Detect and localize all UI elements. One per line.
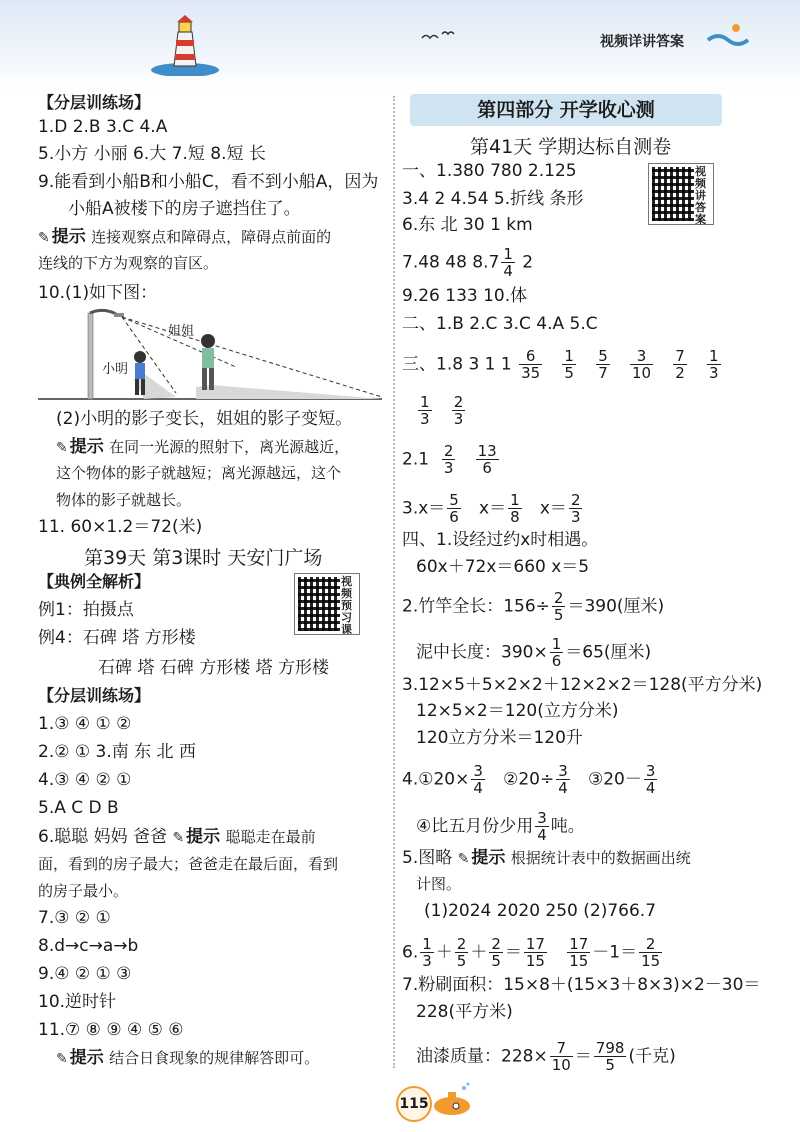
qr-pattern bbox=[298, 577, 340, 631]
answer-line: 6.聪聪 妈妈 爸爸 ✎ 提示 聪聪走在最前 bbox=[38, 827, 316, 847]
section-title: 【分层训练场】 bbox=[38, 686, 151, 705]
answer-line: 2.竹竿全长：156÷ $\frac{2}{5}$ ＝390(厘米) bbox=[402, 589, 665, 624]
answer-line: 11.⑦ ⑧ ⑨ ④ ⑤ ⑥ bbox=[38, 1020, 184, 1040]
qr-code[interactable] bbox=[294, 573, 360, 635]
day-title: 第39天 第3课时 天安门广场 bbox=[84, 547, 323, 569]
answer-line: 120立方分米＝120升 bbox=[416, 728, 583, 748]
answer-line: 油漆质量：228× $\frac{7}{10}$ ＝ $\frac{798}{5}$ (千克) bbox=[416, 1039, 676, 1074]
fraction: $\frac{1}{3}$ bbox=[422, 935, 432, 970]
answer-line: 3.x＝ $\frac{5}{6}$ x＝ $\frac{1}{8}$ x＝ $\frac{2}{3}$ bbox=[402, 491, 581, 526]
answer-line: 6.东 北 30 1 km bbox=[402, 215, 533, 235]
answer-line: 5.A C D B bbox=[38, 798, 119, 818]
hint-text: 这个物体的影子就越短；离光源越远，这个 bbox=[56, 464, 342, 482]
answer-line: 小船A被楼下的房子遮挡住了。 bbox=[68, 199, 301, 219]
fraction: $\frac{1}{8}$ bbox=[510, 491, 520, 526]
answer-line: 2.1 $\frac{2}{3}$ $\frac{13}{6}$ bbox=[402, 442, 497, 477]
shadow-diagram bbox=[36, 307, 384, 403]
fraction: $\frac{3}{10}$ bbox=[631, 347, 652, 382]
fraction: $\frac{1}{5}$ bbox=[564, 347, 574, 382]
answer-line: 9.26 133 10.体 bbox=[402, 286, 528, 306]
answer-line: 例1：拍摄点 bbox=[38, 600, 134, 620]
answer-line: 3.4 2 4.54 5.折线 条形 bbox=[402, 189, 584, 209]
answer-line: 5.小方 小丽 6.大 7.短 8.短 长 bbox=[38, 144, 266, 164]
pen-icon: ✎ bbox=[172, 830, 185, 846]
fraction: $\frac{13}{6}$ bbox=[477, 442, 497, 477]
day-title: 第41天 学期达标自测卷 bbox=[470, 136, 672, 158]
fraction: $\frac{7}{10}$ bbox=[551, 1039, 571, 1074]
logo-icon bbox=[706, 22, 750, 52]
fraction: $\frac{2}{5}$ bbox=[456, 935, 467, 970]
header-label: 视频详讲答案 bbox=[600, 34, 684, 50]
label-jiejie: 姐姐 bbox=[168, 324, 195, 339]
answer-line: 三、1.8 3 1 1 $\frac{6}{35}$ $\frac{1}{5}$ $\frac{5}{7}$ $\frac{3}{10}$ $\frac{7}{2}$ $\frac{1}{3}$ bbox=[402, 347, 719, 382]
answer-line: 泥中长度：390× $\frac{1}{6}$ ＝65(厘米) bbox=[416, 635, 652, 670]
hint: ✎ 提示 在同一光源的照射下，离光源越近， bbox=[56, 437, 350, 457]
answer-line: 60x＋72x＝660 x＝5 bbox=[416, 557, 590, 577]
answer-line: 石碑 塔 石碑 方形楼 塔 方形楼 bbox=[98, 658, 330, 678]
hint: ✎ 提示 结合日食现象的规律解答即可。 bbox=[56, 1048, 320, 1068]
lighthouse-icon bbox=[150, 14, 220, 76]
fraction: $\frac{7}{2}$ bbox=[675, 347, 685, 382]
fraction: $\frac{3}{4}$ bbox=[645, 762, 656, 797]
hint-text: 的房子最小。 bbox=[38, 882, 129, 900]
fraction: $\frac{2}{5}$ bbox=[553, 589, 564, 624]
answer-line: 8.d→c→a→b bbox=[38, 936, 139, 956]
page-header bbox=[0, 0, 800, 92]
section-title: 【典例全解析】 bbox=[38, 572, 151, 591]
fraction: $\frac{17}{15}$ bbox=[525, 935, 545, 970]
answer-line bbox=[416, 394, 467, 427]
fraction: $\frac{1}{4}$ bbox=[503, 245, 513, 280]
answer-line: 4.③ ④ ② ① bbox=[38, 770, 132, 790]
answer-line: 12×5×2＝120(立方分米) bbox=[416, 701, 619, 721]
fraction: $\frac{1}{3}$ bbox=[420, 393, 430, 428]
fraction: $\frac{17}{15}$ bbox=[569, 935, 589, 970]
pen-icon: ✎ bbox=[457, 851, 470, 867]
answer-line: 1.D 2.B 3.C 4.A bbox=[38, 117, 168, 137]
fraction: $\frac{2}{3}$ bbox=[443, 442, 454, 477]
answer-line: 7.粉刷面积：15×8＋(15×3＋8×3)×2－30＝ bbox=[402, 975, 761, 995]
pen-icon: ✎ bbox=[56, 440, 68, 456]
answer-line: 10.逆时针 bbox=[38, 992, 117, 1012]
fraction: $\frac{3}{4}$ bbox=[473, 762, 483, 797]
fraction: $\frac{1}{3}$ bbox=[709, 347, 719, 382]
column-divider bbox=[393, 96, 395, 1068]
answer-line: 四、1.设经过约x时相遇。 bbox=[402, 530, 599, 550]
fraction: $\frac{3}{4}$ bbox=[558, 762, 568, 797]
fraction: $\frac{6}{35}$ bbox=[521, 347, 541, 382]
fraction: $\frac{3}{4}$ bbox=[537, 809, 547, 844]
fraction: $\frac{5}{7}$ bbox=[598, 347, 608, 382]
answer-line: 5.图略 ✎ 提示 根据统计表中的数据画出统 bbox=[402, 848, 691, 868]
answer-line: 3.12×5＋5×2×2＋12×2×2＝128(平方分米) bbox=[402, 675, 763, 695]
qr-label: 视频讲答案 bbox=[695, 165, 706, 226]
page-number: 115 bbox=[396, 1086, 432, 1122]
answer-line: 例4：石碑 塔 方形楼 bbox=[38, 628, 196, 648]
fraction: $\frac{798}{5}$ bbox=[595, 1039, 625, 1074]
answer-line: 11. 60×1.2＝72(米) bbox=[38, 517, 203, 537]
answer-line: 10.(1)如下图： bbox=[38, 283, 158, 303]
fraction: $\frac{5}{6}$ bbox=[449, 491, 459, 526]
submarine-icon bbox=[426, 1082, 474, 1118]
answer-line: 二、1.B 2.C 3.C 4.A 5.C bbox=[402, 314, 598, 334]
answer-line: 7.③ ② ① bbox=[38, 908, 111, 928]
answer-line: 4.①20× $\frac{3}{4}$ ②20÷ $\frac{3}{4}$ ③20－ $\frac{3}{4}$ bbox=[402, 762, 656, 797]
birds-icon bbox=[420, 28, 460, 48]
answer-line: (1)2024 2020 250 (2)766.7 bbox=[424, 901, 657, 921]
pen-icon: ✎ bbox=[38, 230, 50, 246]
fraction: $\frac{2}{5}$ bbox=[491, 935, 501, 970]
answer-line: 6. $\frac{1}{3}$ ＋ $\frac{2}{5}$ ＋ $\frac{2}{5}$ ＝ $\frac{17}{15}$ $\frac{17}{15}$ －1＝ $\frac{2}{15}$ bbox=[402, 935, 661, 970]
answer-line: 1.③ ④ ① ② bbox=[38, 714, 132, 734]
qr-code[interactable] bbox=[648, 163, 714, 225]
qr-pattern bbox=[652, 167, 694, 221]
hint-text: 物体的影子就越长。 bbox=[56, 491, 192, 509]
answer-line: 7.48 48 8.7 $\frac{1}{4}$ 2 bbox=[402, 245, 534, 280]
hint-text: 面，看到的房子最大；爸爸走在最后面，看到 bbox=[38, 855, 339, 873]
hint-text: 连线的下方为观察的盲区。 bbox=[38, 254, 219, 272]
answer-line: 228(平方米) bbox=[416, 1002, 513, 1022]
hint: ✎ 提示 连接观察点和障碍点，障碍点前面的 bbox=[38, 227, 332, 247]
answer-line: (2)小明的影子变长，姐姐的影子变短。 bbox=[56, 409, 353, 429]
qr-label: 视频预习课 bbox=[341, 575, 352, 636]
fraction: $\frac{1}{6}$ bbox=[551, 635, 562, 670]
answer-line: 9.能看到小船B和小船C，看不到小船A，因为 bbox=[38, 172, 379, 192]
label-xiaoming: 小明 bbox=[102, 362, 129, 377]
answer-line: ④比五月份少用 $\frac{3}{4}$ 吨。 bbox=[416, 809, 585, 844]
fraction: $\frac{2}{3}$ bbox=[453, 393, 464, 428]
answer-line: 9.④ ② ① ③ bbox=[38, 964, 132, 984]
pen-icon: ✎ bbox=[56, 1051, 68, 1067]
answer-line: 一、1.380 780 2.125 bbox=[402, 161, 577, 181]
fraction: $\frac{2}{3}$ bbox=[570, 491, 581, 526]
section-title: 【分层训练场】 bbox=[38, 93, 151, 112]
answer-line: 2.② ① 3.南 东 北 西 bbox=[38, 742, 196, 762]
hint-text: 计图。 bbox=[416, 875, 462, 893]
part-banner: 第四部分 开学收心测 bbox=[410, 94, 722, 126]
fraction: $\frac{2}{15}$ bbox=[641, 935, 661, 970]
